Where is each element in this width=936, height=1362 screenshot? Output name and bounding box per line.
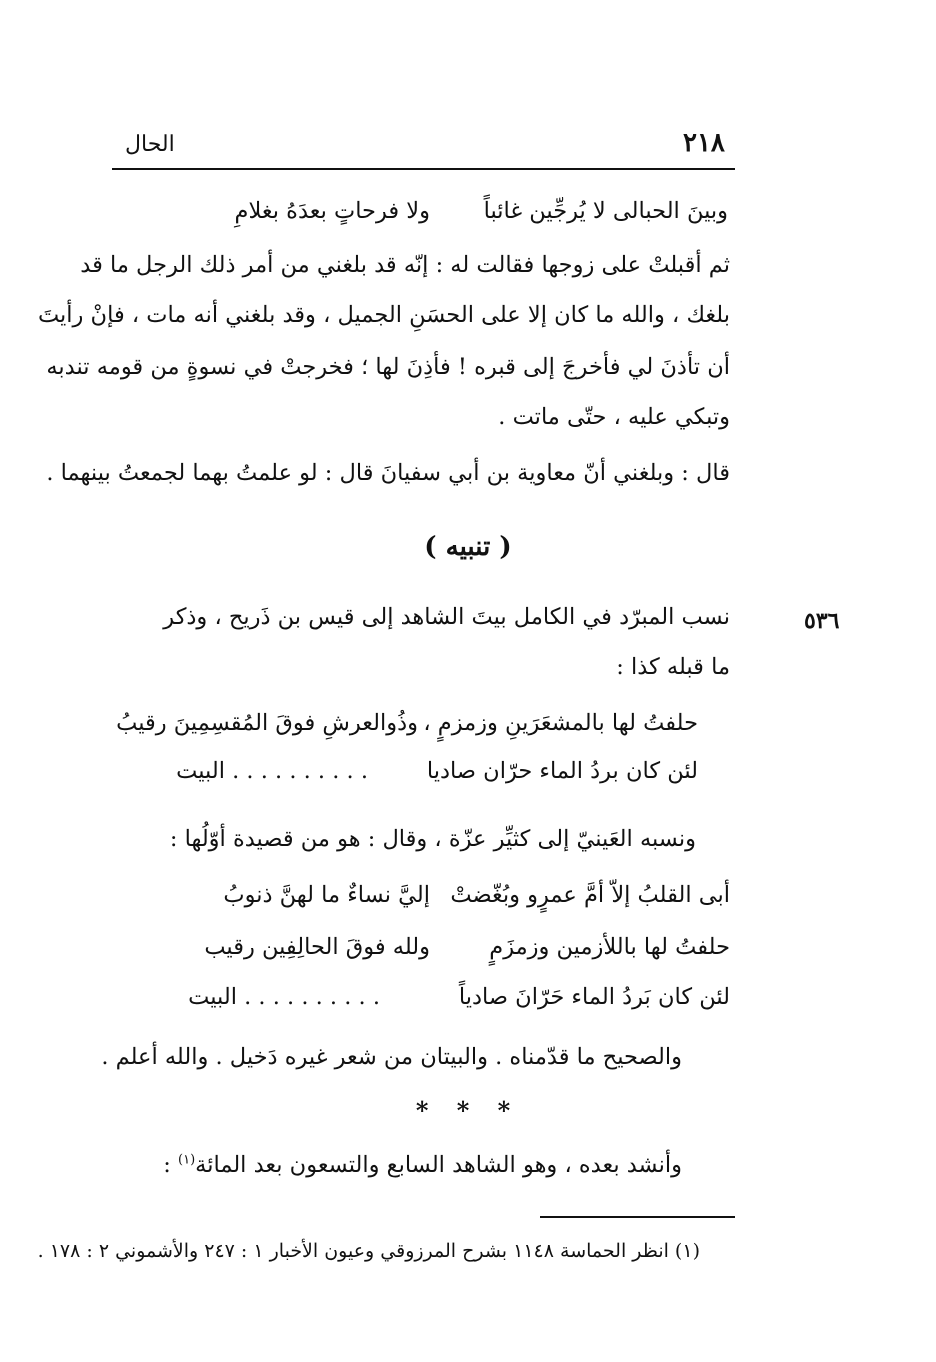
poem2-verse3-left: . . . . . . . . . . البيت [188,984,380,1010]
verse-top-right-hemistich: وبينَ الحبالى لا يُرجِّين غائباً [483,198,728,224]
poem1-verse2-left: . . . . . . . . . . البيت [176,758,368,784]
paragraph4: ونسبه العَينيّ إلى كثيِّر عزّة ، وقال : هو من قصيدة أوّلُها : [169,826,696,852]
page-number: ٢١٨ [683,128,725,158]
paragraph1-line1: ثم أقبلتْ على زوجها فقالت له : إنّه قد بلغني من أمر ذلك الرجل ما قد [80,252,730,278]
paragraph3-line2: ما قبله كذا : [616,654,730,680]
paragraph1-line3: أن تأذنَ لي فأخرجَ إلى قبره ! فأذِنَ لها ؛ فخرجتْ في نسوةٍ من قومه تندبه [46,354,730,380]
footnote-reference: (١) [178,1152,196,1168]
paragraph6-end: : [163,1152,178,1178]
paragraph5: والصحيح ما قدّمناه . والبيتان من شعر غيره دَخيل . والله أعلم . [101,1044,682,1070]
verse-top-left-hemistich: ولا فرحاتٍ بعدَهُ بغلامِ [234,198,430,224]
paragraph1-line4: وتبكي عليه ، حتّى ماتت . [498,404,730,430]
poem2-verse2-left: ولله فوقَ الحالِفِين رقيب [204,934,430,960]
paragraph6-text: وأنشد بعده ، وهو الشاهد السابع والتسعون بعد المائة [195,1152,682,1178]
paragraph6 [163,1152,682,1178]
poem1-verse1-left: وذُوالعرشِ فوقَ المُقسِمِينَ رقيبُ [116,710,418,736]
poem2-verse1-right: أبى القلبُ إلاّ أمَّ عمرٍو وبُغّضتْ [450,882,730,908]
footnote-text: (١) انظر الحماسة ١١٤٨ بشرح المرزوقي وعيون الأخبار ١ : ٢٤٧ والأشموني ٢ : ١٧٨ . [37,1240,700,1262]
header-rule [112,168,735,170]
running-title: الحال [125,132,175,157]
margin-number: ٥٣٦ [804,608,840,634]
footnote-rule [540,1216,735,1218]
paragraph1-line2: بلغك ، والله ما كان إلا على الحسَنِ الجميل ، وقد بلغني أنه مات ، فإنْ رأيتَ [37,302,730,328]
poem1-verse2-right: لئن كان بردُ الماء حرّان صاديا [426,758,698,784]
section-separator: * * * [415,1096,521,1125]
paragraph2: قال : وبلغني أنّ معاوية بن أبي سفيانَ قال : لو علمتُ بهما لجمعتُ بينهما . [46,460,730,486]
poem2-verse3-right: لئن كان بَردُ الماء حَرّانَ صادياً [458,984,730,1010]
section-heading: ( تنبيه ) [424,532,512,562]
paragraph3-line1: نسب المبرّد في الكامل بيتَ الشاهد إلى قيس بن ذَريح ، وذكر [163,604,730,630]
poem2-verse1-left: إليَّ نساءٌ ما لهنَّ ذنوبُ [223,882,430,908]
poem2-verse2-right: حلفتُ لها باللأزمين وزمزَمٍ [489,934,730,960]
poem1-verse1-right: حلفتُ لها بالمشعَرَينِ وزمزمٍ ، [423,710,698,736]
